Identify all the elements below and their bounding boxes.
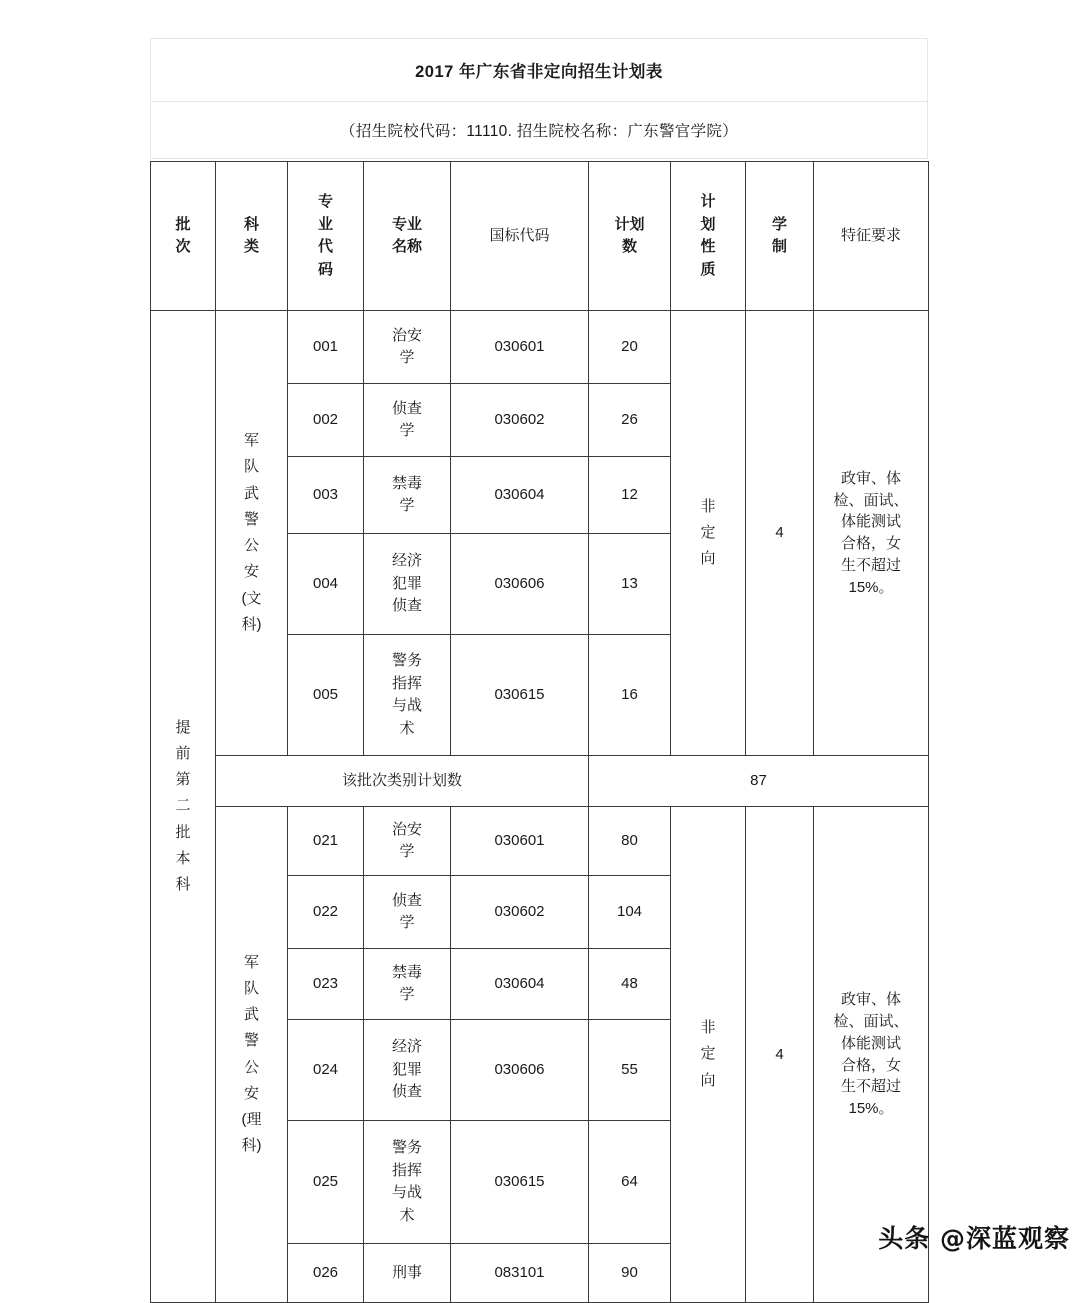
cell-major-name: 禁毒 学 — [364, 949, 451, 1020]
page-title: 2017 年广东省非定向招生计划表 — [415, 63, 663, 81]
cell-major-name: 侦查 学 — [364, 876, 451, 949]
header-major-name — [364, 162, 451, 311]
header-plan-count-line: 计划 — [614, 215, 645, 233]
header-plan-nature — [671, 162, 746, 311]
cell-national-code: 030601 — [451, 311, 589, 384]
header-schooling-char: 制 — [771, 238, 787, 255]
header-batch-char: 次 — [175, 238, 191, 255]
table-header-row — [151, 162, 929, 311]
cell-major-name: 经济 犯罪 侦查 — [364, 1020, 451, 1121]
header-category-char: 类 — [243, 238, 259, 255]
cell-national-code: 030615 — [451, 1121, 589, 1244]
cell-national-code: 030606 — [451, 534, 589, 635]
cell-major-name: 侦查 学 — [364, 384, 451, 457]
document-title-row — [150, 38, 928, 101]
cell-category-like — [216, 807, 288, 1303]
cell-plan-count: 48 — [589, 949, 671, 1020]
cell-batch — [151, 311, 216, 1303]
header-plan-nature-char: 质 — [700, 260, 716, 278]
cell-plan-count: 20 — [589, 311, 671, 384]
cell-national-code: 083101 — [451, 1244, 589, 1303]
cell-national-code: 030601 — [451, 807, 589, 876]
watermark: 头条 @深蓝观察 — [878, 1224, 1070, 1253]
header-batch-char: 批 — [175, 215, 191, 233]
header-plan-nature-char: 性 — [700, 238, 716, 255]
cell-major-name: 治安 学 — [364, 807, 451, 876]
cell-national-code: 030604 — [451, 457, 589, 534]
cell-national-code: 030615 — [451, 635, 589, 756]
header-schooling — [746, 162, 814, 311]
cell-major-code: 021 — [288, 807, 364, 876]
batch-vertical-text: 提 前 第 二 批 本 科 — [175, 718, 191, 894]
header-category-char: 科 — [243, 215, 259, 233]
cell-national-code: 030602 — [451, 384, 589, 457]
category-vertical-text: 军 队 武 警 公 安 (文 科) — [241, 432, 262, 633]
header-category — [216, 162, 288, 311]
header-major-name-line: 专业 — [391, 215, 422, 233]
cell-major-code: 022 — [288, 876, 364, 949]
cell-national-code: 030602 — [451, 876, 589, 949]
cell-national-code: 030604 — [451, 949, 589, 1020]
page-subtitle: （招生院校代码：11110. 招生院校名称：广东警官学院） — [340, 123, 738, 140]
subtotal-row — [151, 756, 929, 807]
cell-major-code: 001 — [288, 311, 364, 384]
cell-major-code: 005 — [288, 635, 364, 756]
cell-plan-count: 104 — [589, 876, 671, 949]
header-major-code-char: 码 — [317, 260, 333, 278]
cell-plan-count: 64 — [589, 1121, 671, 1244]
document-page — [150, 38, 928, 1303]
header-plan-count-line: 数 — [621, 238, 637, 255]
cell-major-name: 经济 犯罪 侦查 — [364, 534, 451, 635]
subtotal-label: 该批次类别计划数 — [216, 756, 589, 807]
cell-plan-count: 80 — [589, 807, 671, 876]
cell-plan-count: 12 — [589, 457, 671, 534]
header-requirements: 特征要求 — [814, 162, 929, 311]
cell-major-code: 002 — [288, 384, 364, 457]
header-national-code: 国标代码 — [451, 162, 589, 311]
cell-major-code: 003 — [288, 457, 364, 534]
header-plan-nature-char: 划 — [700, 215, 716, 233]
cell-schooling: 4 — [746, 807, 814, 1303]
header-schooling-char: 学 — [771, 215, 787, 233]
subtotal-value: 87 — [589, 756, 929, 807]
cell-major-code: 004 — [288, 534, 364, 635]
table-row — [151, 807, 929, 876]
cell-requirements: 政审、体 检、面试、 体能测试 合格，女 生不超过 15%。 — [814, 807, 929, 1303]
cell-major-code: 024 — [288, 1020, 364, 1121]
header-major-code-char: 专 — [317, 193, 333, 210]
cell-plan-nature — [671, 311, 746, 756]
cell-major-name: 治安 学 — [364, 311, 451, 384]
cell-plan-count: 16 — [589, 635, 671, 756]
cell-major-code: 025 — [288, 1121, 364, 1244]
cell-schooling: 4 — [746, 311, 814, 756]
header-major-code-char: 业 — [317, 215, 333, 233]
header-major-code — [288, 162, 364, 311]
admission-plan-table — [150, 161, 929, 1303]
cell-plan-count: 90 — [589, 1244, 671, 1303]
plan-nature-vertical-text: 非 定 向 — [700, 497, 716, 568]
cell-major-code: 026 — [288, 1244, 364, 1303]
cell-major-name: 刑事 — [364, 1244, 451, 1303]
cell-plan-count: 55 — [589, 1020, 671, 1121]
document-subtitle-row — [150, 101, 928, 159]
cell-major-code: 023 — [288, 949, 364, 1020]
header-batch — [151, 162, 216, 311]
table-row — [151, 311, 929, 384]
cell-major-name: 警务 指挥 与战 术 — [364, 635, 451, 756]
header-plan-nature-char: 计 — [700, 193, 716, 210]
cell-requirements: 政审、体 检、面试、 体能测试 合格，女 生不超过 15%。 — [814, 311, 929, 756]
cell-plan-nature — [671, 807, 746, 1303]
plan-nature-vertical-text: 非 定 向 — [700, 1019, 716, 1089]
cell-plan-count: 13 — [589, 534, 671, 635]
cell-major-name: 警务 指挥 与战 术 — [364, 1121, 451, 1244]
cell-plan-count: 26 — [589, 384, 671, 457]
header-major-code-char: 代 — [317, 238, 333, 255]
category-vertical-text: 军 队 武 警 公 安 (理 科) — [241, 953, 262, 1155]
cell-major-name: 禁毒 学 — [364, 457, 451, 534]
header-plan-count — [589, 162, 671, 311]
cell-category-wenke — [216, 311, 288, 756]
cell-national-code: 030606 — [451, 1020, 589, 1121]
header-major-name-line: 名称 — [391, 238, 422, 255]
